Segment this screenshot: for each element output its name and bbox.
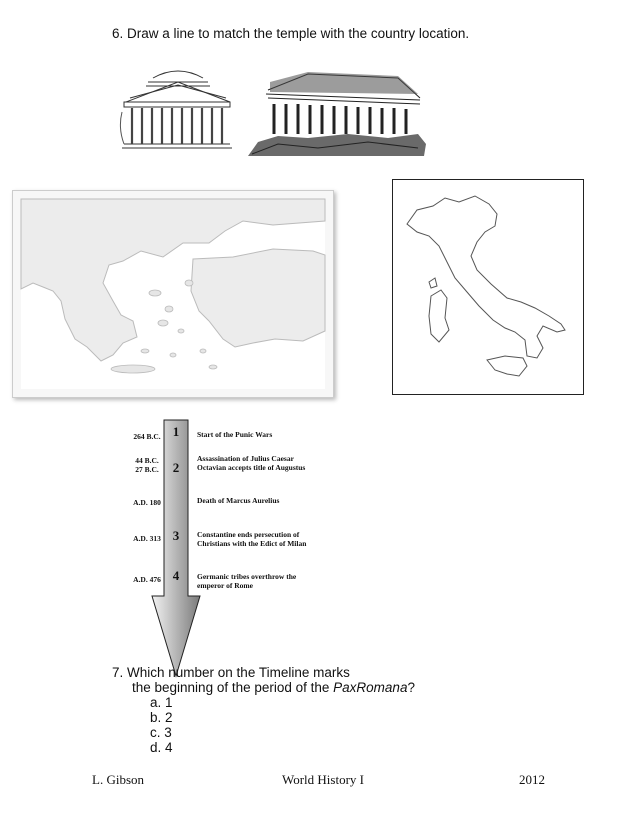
question-7-line2 [132, 680, 415, 695]
question-7-line1: 7. Which number on the Timeline marks [112, 665, 350, 680]
timeline-number: 3 [172, 528, 180, 543]
parthenon-illustration [248, 68, 428, 160]
timeline-date: 27 B.C. [135, 465, 159, 474]
timeline-number: 2 [172, 460, 180, 475]
timeline-event: Assassination of Julius Caesar [197, 454, 294, 463]
timeline-event: emperor of Rome [197, 581, 253, 590]
greece-map-outline [13, 191, 333, 397]
footer-author: L. Gibson [92, 772, 144, 787]
answer-option-c[interactable]: c. 3 [150, 725, 172, 740]
timeline-event: Christians with the Edict of Milan [197, 539, 307, 548]
answer-option-a[interactable]: a. 1 [150, 695, 173, 710]
pantheon-illustration [118, 64, 236, 152]
timeline-event: Octavian accepts title of Augustus [197, 463, 306, 472]
footer-course: World History I [282, 772, 364, 787]
timeline-number: 4 [172, 568, 180, 583]
timeline-number: 1 [172, 424, 180, 439]
question-7-text: the beginning of the period of the [132, 680, 334, 695]
question-6-text: 6. Draw a line to match the temple with the country location. [112, 26, 470, 41]
italy-map[interactable] [392, 179, 584, 395]
pax-romana-term: PaxRomana [333, 680, 408, 695]
timeline-date: A.D. 476 [133, 575, 161, 584]
question-mark: ? [407, 680, 415, 695]
timeline-date: A.D. 180 [133, 498, 161, 507]
answer-option-b[interactable]: b. 2 [150, 710, 173, 725]
timeline-event: Start of the Punic Wars [197, 430, 273, 439]
footer-year: 2012 [519, 772, 545, 787]
italy-map-outline [393, 180, 583, 394]
answer-option-d[interactable]: d. 4 [150, 740, 173, 755]
timeline-date: A.D. 313 [133, 534, 161, 543]
timeline-event: Germanic tribes overthrow the [197, 572, 297, 581]
timeline-event: Constantine ends persecution of [197, 530, 300, 539]
timeline-date: 264 B.C. [133, 432, 161, 441]
greece-map[interactable] [12, 190, 334, 398]
timeline-event: Death of Marcus Aurelius [197, 496, 280, 505]
timeline-date: 44 B.C. [135, 456, 159, 465]
